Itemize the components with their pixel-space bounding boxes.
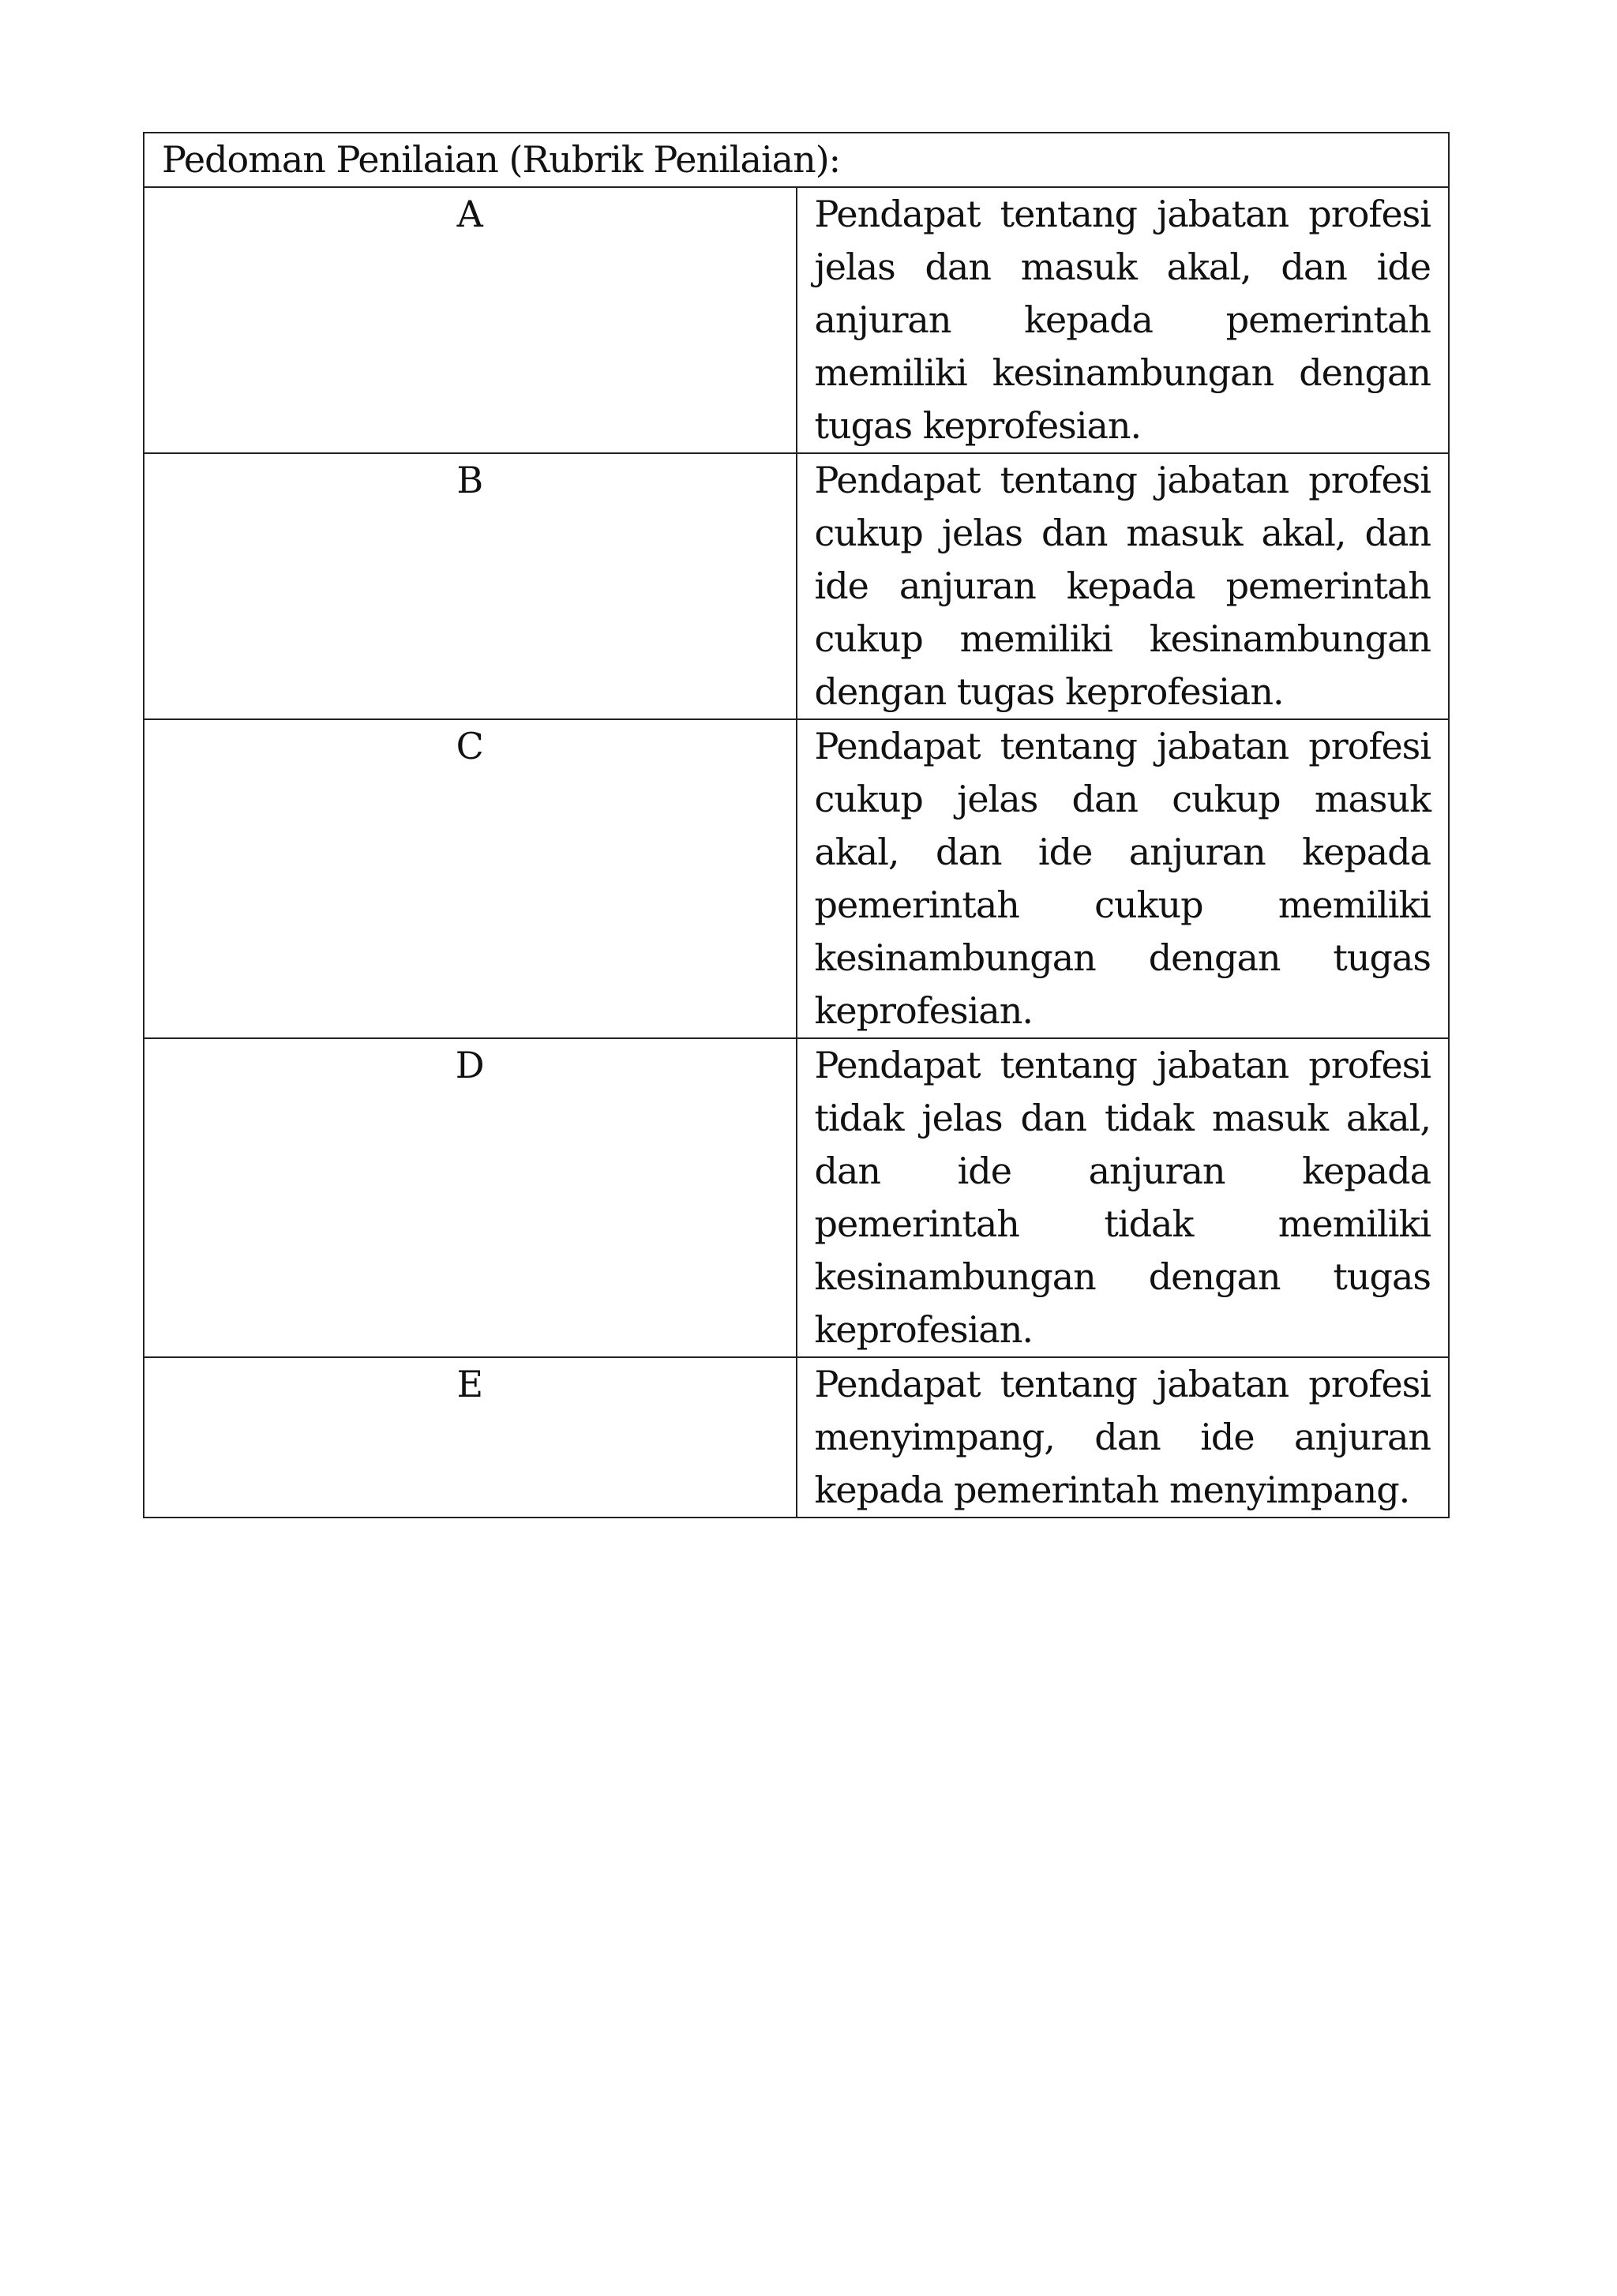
grade-description: Pendapat tentang jabatan profesi tidak jelas dan tidak masuk akal, dan ide anjuran kepada pemerintah tidak memiliki kesinambungan dengan tugas keprofesian. <box>797 1038 1450 1357</box>
grade-description: Pendapat tentang jabatan profesi cukup jelas dan masuk akal, dan ide anjuran kepada pemerintah cukup memiliki kesinambungan dengan tugas keprofesian. <box>797 453 1450 719</box>
rubric-row <box>144 187 1449 453</box>
grade-label: C <box>144 719 797 1038</box>
rubric-row <box>144 719 1449 1038</box>
grade-description: Pendapat tentang jabatan profesi menyimpang, dan ide anjuran kepada pemerintah menyimpang. <box>797 1357 1450 1518</box>
grade-label: B <box>144 453 797 719</box>
grade-label: A <box>144 187 797 453</box>
grade-label: D <box>144 1038 797 1357</box>
grade-description: Pendapat tentang jabatan profesi jelas dan masuk akal, dan ide anjuran kepada pemerintah memiliki kesinambungan dengan tugas keprofesian. <box>797 187 1450 453</box>
rubric-row <box>144 453 1449 719</box>
rubric-row <box>144 1357 1449 1518</box>
grade-description: Pendapat tentang jabatan profesi cukup jelas dan cukup masuk akal, dan ide anjuran kepada pemerintah cukup memiliki kesinambungan dengan tugas keprofesian. <box>797 719 1450 1038</box>
rubric-title: Pedoman Penilaian (Rubrik Penilaian): <box>144 133 1449 187</box>
grade-label: E <box>144 1357 797 1518</box>
rubric-row <box>144 1038 1449 1357</box>
rubric-title-row <box>144 133 1449 187</box>
rubric-table <box>143 132 1450 1518</box>
